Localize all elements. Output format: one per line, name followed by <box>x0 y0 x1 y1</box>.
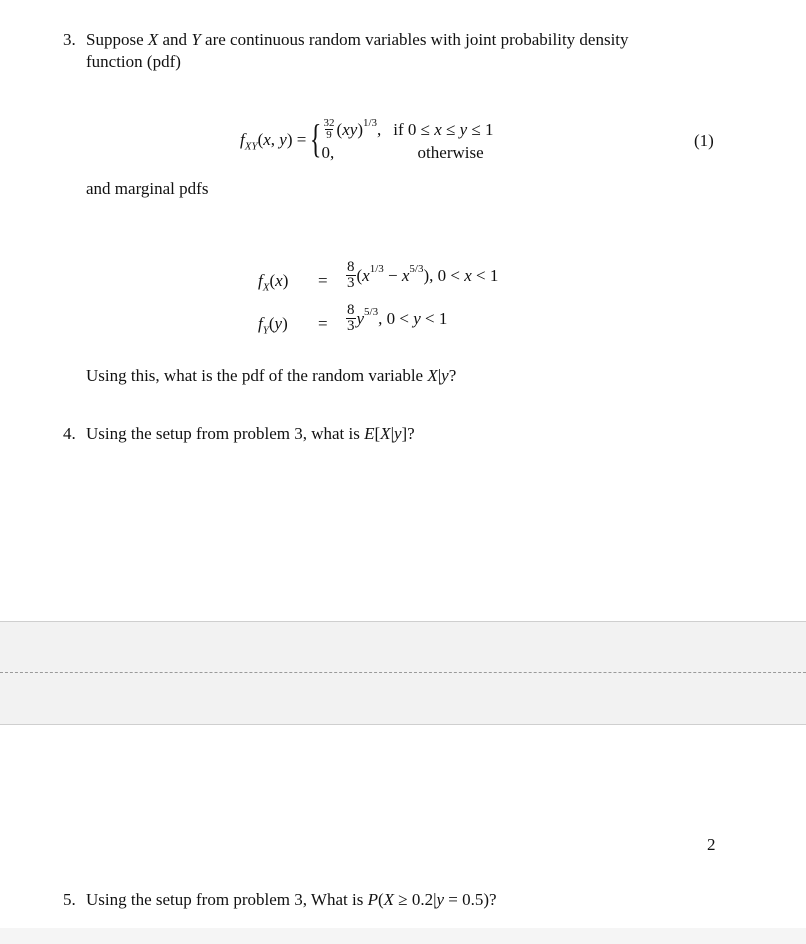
fx-expression: $(x^{1/3} - x^{5/3})$, 0 < x < 1 <box>356 263 499 285</box>
problem-3-line1: Suppose X and Y are continuous random variables with joint probability density <box>86 30 629 49</box>
case-1 <box>322 118 494 141</box>
left-brace: { <box>310 116 322 161</box>
case-2-condition: otherwise <box>417 142 484 162</box>
case-2-value: 0, <box>321 142 335 162</box>
fy-coefficient: $\frac{8}{3}$ <box>347 302 355 334</box>
page-bottom-band <box>0 928 806 944</box>
fy-equals: = <box>318 314 328 333</box>
case-2 <box>322 144 494 161</box>
joint-pdf-cases <box>322 118 494 161</box>
case-1-condition: if 0 ≤ x ≤ y ≤ 1 <box>393 119 494 139</box>
fx-lhs: $f_X(x)$ <box>258 271 289 294</box>
page-break-band <box>0 621 806 725</box>
page-number: 2 <box>707 835 716 854</box>
case-1-expr: (xy)$^{1/3}$, <box>336 116 382 139</box>
page-break-line <box>0 672 806 673</box>
fx-equals: = <box>318 271 328 290</box>
problem-4-number: 4. <box>63 424 76 443</box>
equation-number: (1) <box>694 131 714 150</box>
fy-rhs <box>345 303 447 334</box>
joint-pdf-equation <box>240 114 494 164</box>
problem-4-text: Using the setup from problem 3, what is E[X|y]? <box>86 424 415 443</box>
problem-3-question: Using this, what is the pdf of the random variable X|y? <box>86 366 457 385</box>
problem-3-line2: function (pdf) <box>86 52 181 71</box>
marginal-intro: and marginal pdfs <box>86 179 209 198</box>
fy-lhs: $f_Y(y)$ <box>258 314 288 337</box>
joint-pdf-lhs: $f_{XY}(x$, y) = <box>240 129 307 152</box>
coeff-32-9: $\frac{32}{9}$ <box>323 116 335 141</box>
problem-5-number: 5. <box>63 890 76 909</box>
fx-rhs <box>345 260 498 291</box>
fy-expression: $y^{5/3}$, 0 < y < 1 <box>356 306 448 328</box>
fx-coefficient: $\frac{8}{3}$ <box>347 259 355 291</box>
problem-5-text: Using the setup from problem 3, What is P(X ≥ 0.2|y = 0.5)? <box>86 890 497 909</box>
problem-3-number: 3. <box>63 30 76 49</box>
